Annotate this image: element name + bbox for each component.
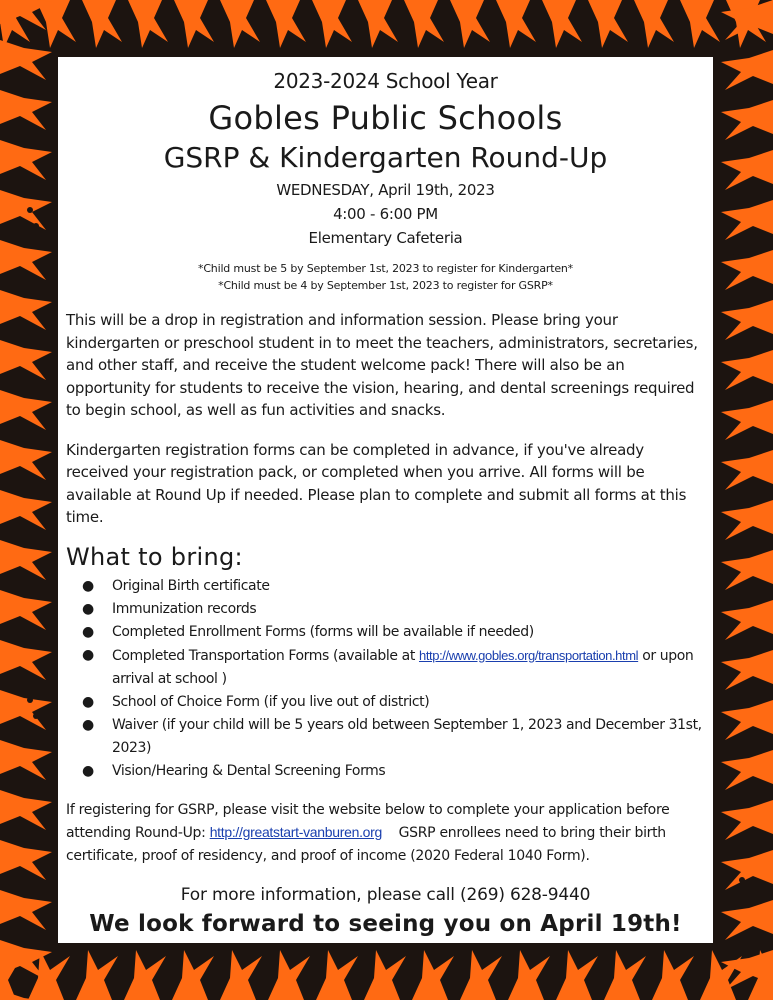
- list-item: [82, 714, 705, 760]
- stripe-dot: [27, 697, 33, 703]
- stripe-dot: [739, 687, 745, 693]
- list-item-text: Completed Enrollment Forms (forms will be available if needed): [112, 623, 534, 640]
- session-description: This will be a drop in registration and information session. Please bring your kindergarten or preschool student in to meet the teachers, administrators, secretaries, and other staff, and receive the student welcome pack! There will also be an opportunity for students to receive the vision, hearing, and dental screenings required to begin school, as well as fun activities and snacks.: [66, 311, 698, 419]
- what-to-bring-list: [66, 575, 705, 783]
- gsrp-text-after: GSRP enrollees need to bring their birth certificate, proof of residency, and proof of income (2020 Federal 1040 Form).: [66, 825, 671, 864]
- school-name: Gobles Public Schools: [208, 99, 563, 137]
- school-year: 2023-2024 School Year: [273, 69, 498, 93]
- flyer-content: [58, 57, 713, 943]
- bullet-icon: ●: [82, 693, 94, 710]
- closing-message: We look forward to seeing you on April 19th!: [89, 911, 682, 937]
- stripe-dot: [733, 703, 739, 709]
- age-requirements: [66, 260, 705, 294]
- list-item: [82, 575, 705, 598]
- stripe-dot: [27, 207, 33, 213]
- stripe-dot: [33, 223, 39, 229]
- stripe-dot: [733, 253, 739, 259]
- bullet-icon: ●: [82, 600, 94, 617]
- gsrp-age-requirement: *Child must be 4 by September 1st, 2023 to register for GSRP*: [218, 279, 553, 292]
- bullet-icon: ●: [82, 646, 94, 663]
- list-item: [82, 621, 705, 644]
- contact-info: For more information, please call (269) 628-9440: [180, 885, 591, 905]
- list-item-text: Waiver (if your child will be 5 years old between September 1, 2023 and December 31st, 2023): [112, 716, 702, 756]
- stripe-dot: [27, 877, 33, 883]
- list-item: [82, 644, 705, 691]
- bullet-icon: ●: [82, 577, 94, 594]
- bullet-icon: ●: [82, 623, 94, 640]
- greatstart-link[interactable]: http://greatstart-vanburen.org: [209, 824, 383, 840]
- gsrp-text-before: If registering for GSRP, please visit the website below to complete your application before attending Round-Up:: [66, 801, 670, 841]
- list-item: [82, 691, 705, 714]
- transportation-link[interactable]: http://www.gobles.org/transportation.html: [418, 647, 639, 663]
- list-item: [82, 760, 705, 783]
- list-item-text: School of Choice Form (if you live out of district): [112, 693, 430, 710]
- list-item-text: Immunization records: [112, 600, 257, 617]
- list-item-text: Completed Transportation Forms (available at: [112, 647, 419, 664]
- list-item-text: Vision/Hearing & Dental Screening Forms: [112, 762, 386, 779]
- stripe-dot: [739, 237, 745, 243]
- what-to-bring-heading: What to bring:: [66, 542, 243, 571]
- registration-forms-info: Kindergarten registration forms can be completed in advance, if you've already received your registration pack, or completed when you arrive. All forms will be available at Round Up if needed. Please plan to complete and submit all forms at this time.: [66, 440, 687, 526]
- list-item-text: or upon arrival at school ): [112, 647, 694, 687]
- kindergarten-age-requirement: *Child must be 5 by September 1st, 2023 to register for Kindergarten*: [198, 262, 573, 275]
- event-location: Elementary Cafeteria: [308, 229, 463, 247]
- list-item-text: Original Birth certificate: [112, 577, 270, 594]
- bullet-icon: ●: [82, 716, 94, 733]
- event-time: 4:00 - 6:00 PM: [333, 205, 438, 223]
- event-title: GSRP & Kindergarten Round-Up: [163, 141, 608, 174]
- list-item: [82, 598, 705, 621]
- gsrp-instructions: [66, 799, 705, 868]
- bullet-icon: ●: [82, 762, 94, 779]
- event-date: WEDNESDAY, April 19th, 2023: [276, 181, 495, 199]
- stripe-dot: [33, 713, 39, 719]
- stripe-dot: [739, 877, 745, 883]
